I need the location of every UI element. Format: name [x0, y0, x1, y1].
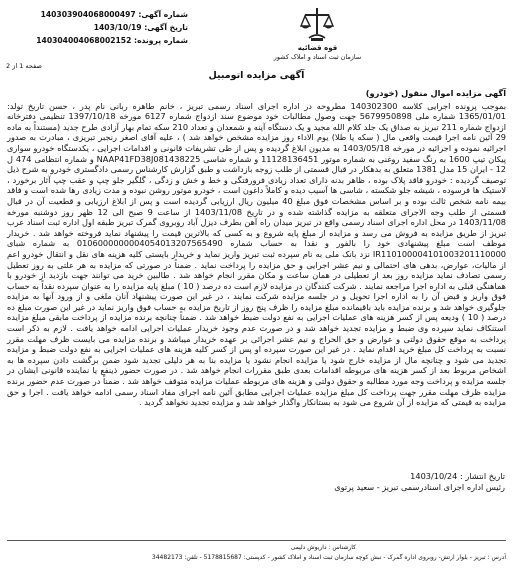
footer-expert: کارشناس : داریوش دلیمی: [290, 544, 356, 551]
document-header: [0, 6, 513, 68]
registration-organization-name: سازمان ثبت اسناد و املاک کشور: [273, 53, 362, 61]
letter-date-label: تاریخ آگهی:: [144, 23, 188, 32]
notice-paragraph: بموجب پرونده اجرایی کلاسه 140302300 مطروحه در اداره اجرای اسناد رسمی تبریز ، خانم طاهره ربانی نام پدر ، حسن تاریخ تولد: 1365/01/01 شماره ملی 5679950898 جهت وصول مطالبات خود موضوع سند ازدواج شماره 6127 مورخه 1397/10/18 تنظیمی دفترخانه ازدواج شماره 211 تبریز به صداق یک جلد کلام الله مجید و یک دستگاه آینه و شمعدان و تعداد 210 سکه تمام بهار آزادی طرح جدید (مستنداً به ماده 29 آئین نامه اجرا قیمت واقعی مال ( سکه یا طلا) یوم الاداء روز مزایده مشخص خواهد شد ) ، علیه آقای اصغر رنجبر تبریزی ، مبادرت به صدور اجرائیه نموده و اجرائیه در مورخه 1403/05/18 به مدیون ابلاغ گردیده و پس از طی تشریفات قانونی و اقدامات اجرایی ، یکدستگاه خودرو سواری پیکان تیپ 1600 به رنگ سفید روغنی به شماره موتور 11128136451 و شماره شاسی NAAP41FD38J081438225 و شماره انتظامی 474 ل 12 - ایران 15 مدل 1381 متعلق به بدهکار در قبال قسمتی از طلب زوجه بازداشت و طبق گزارش کارشناس رسمی دادگستری خودرو به شرح ذیل توصیف گردیده : خودرو فاقد پلاک بوده ، ظاهر بدنه دارای تعداد زیادی فرورفتگی و خط و خش و زدگی ، گلگیر جلو چپ و عقب چپ آثار برخورد ، لاستیک ها فرسوده ، شیشه جلو شکسته ، شاسی ها آسیب دیده و کاملاً داغون است ، خودرو موتور روشن نبوده و مدت زیادی رها شده است و فاقد بیمه نامه شخص ثالث بوده و بر اساس مشخصات فوق مبلغ 40 میلیون ریال ارزیابی گردیده است و پس از ابلاغ ارزیابی و قطعیت آن در قبال قسمتی از طلب وجه الاجرای متعلقه به مزایده گذاشته شده و در تاریخ 1403/11/08 از ساعت 9 صبح الی 12 ظهر روز دوشنبه مورخه 1403/11/08 در محل اداره اجرای اسناد رسمی واقع در تبریز میدان راه آهن بطرف دیزل آباد روبروی گمرک تبریز طبقه اول اداره ثبت اسناد عرب تبریز از طریق مزایده به فروش می رسد و مزایده از مبلغ پایه شروع و به کسی که بالاترین قیمت را پیشنهاد نماید فروخته خواهد شد . خریدار موظف است مبلغ پیشنهادی خود را بالفور و نقداً به حساب شماره 0106000000004054013207565490 به شماره شبای IR110100004101003201110000 نزد بانک ملی به نام سپرده ثبت تبریز واریز نماید و خریدار بایستی کلیه هزینه های نقل و انتقال خودرو اعم از مالیات، عوارض، بدهی های احتمالی و نیم عشر اجرایی و حق مزایده را پرداخت نماید . ضمناً در صورتی که مزایده به هر علتی به روز تعطیل رسمی تصادف نماید مزایده روز بعد از تعطیلی در همان ساعت و مکان مقرر انجام خواهد شد . طالبین خرید می توانند جهت بازدید از خودرو با هماهنگی قبلی به اداره اجرا مراجعه نمایند . شرکت کنندگان در مزایده لازم است ده درصد ( 10 ) مبلغ پایه مزایده را به عنوان سپرده نقداً به حساب فوق واریز و قبض آن را به اداره اجرا تحویل و در جلسه مزایده شرکت نمایند ، در غیر این صورت پیشنهاد آنان ملغی و از ورود آنها به مزایده جلوگیری خواهد شد و برنده مزایده باید باقیمانده مبلغ مزایده را ظرف پنج روز از تاریخ مزایده به حساب فوق واریز نماید در غیر این صورت مبلغ ده درصد ( 10 ) ودیعه پس از کسر هزینه های عملیات اجرایی به نفع دولت ضبط خواهد شد . ضمناً چنانچه برنده مزایده از پرداخت مابقی مبلغ مزایده استنکاف نماید سپرده وی ضبط و مزایده تجدید خواهد شد و در صورت عدم وجود خریدار عملیات اجرایی ادامه خواهد یافت . لازم به ذکر است پرداخت به موقع حقوق دولتی و عوارض و حق الحراج و نیم عشر اجرائی بر عهده خریدار میباشد و برنده مزایده می بایست ظرف مهلت مقرر نسبت به پرداخت کل مبلغ خرید اقدام نماید . در غیر این صورت سپرده او پس از کسر کلیه هزینه های عملیات اجرایی به نفع دولت ضبط و مزایده تجدید می شود و چنانچه مال از مزایده خارج شود یا مزایده انجام نشود یا مزایده بنا به هر دلیلی تجدید شود ضمن برگشت دادن سپرده ها به اشخاص مربوط بعد از کسر هزینه های مربوطه اقدامات بعدی طبق مقررات انجام خواهد شد . در صورت حضور ذینفع یا نماینده قانونی ایشان در جلسه مزایده و پرداخت وجه مورد مطالبه و حقوق دولتی و هزینه های مربوطه عملیات مزایده متوقف خواهد شد . ضمناً در صورت عدم حضور برنده مزایده ظرف مهلت مقرر جهت پرداخت کل مبلغ مزایده عملیات اجرایی مطابق آئین نامه اجرای مفاد اسناد رسمی ادامه خواهد یافت . اجرا و حق مزایده به قیمتی که مزایده از آن شروع می شود به بستانکار واگذار خواهد شد و مزایده تجدید نخواهد گردید .: [7, 100, 507, 408]
file-number-value: 140304004068002152: [36, 36, 132, 45]
signer-name: رئیس اداره اجرای اسنادرسمی تبریز - سعید پرتوی: [334, 481, 505, 492]
document-footer: [7, 540, 506, 563]
letter-date-row: [8, 21, 188, 34]
letter-number-label: شماره آگهی:: [138, 10, 188, 19]
publication-date: تاریخ انتشار : 1403/10/24: [410, 471, 505, 481]
organization-name: [255, 44, 380, 62]
judiciary-emblem-icon: [300, 6, 334, 42]
file-number-label: شماره پرونده:: [134, 36, 188, 45]
judiciary-name: قوه قضائیه: [297, 44, 338, 52]
letter-number-value: 140303904068000497: [40, 10, 136, 19]
page-number: صفحه 1 از 2: [6, 62, 42, 70]
file-number-row: [8, 34, 188, 47]
notice-lead: آگهی مزایده اموال منقول (خودرو): [365, 88, 506, 98]
document-title: آگهی مزایده اتومبیل: [208, 70, 305, 81]
letter-number-row: [8, 8, 188, 21]
signature-block: [260, 471, 505, 492]
document-metadata: [8, 8, 188, 47]
footer-address: آدرس : تبریز - بلوار ارتش- روبروی اداره گمرک - نبش کوچه سازمان ثبت اسناد و املاک کشور - کدپستی: 5178815687 - تلفن: 34482173: [151, 554, 506, 561]
letter-date-value: 1403/10/19: [93, 23, 142, 32]
notice-body: [7, 88, 506, 408]
